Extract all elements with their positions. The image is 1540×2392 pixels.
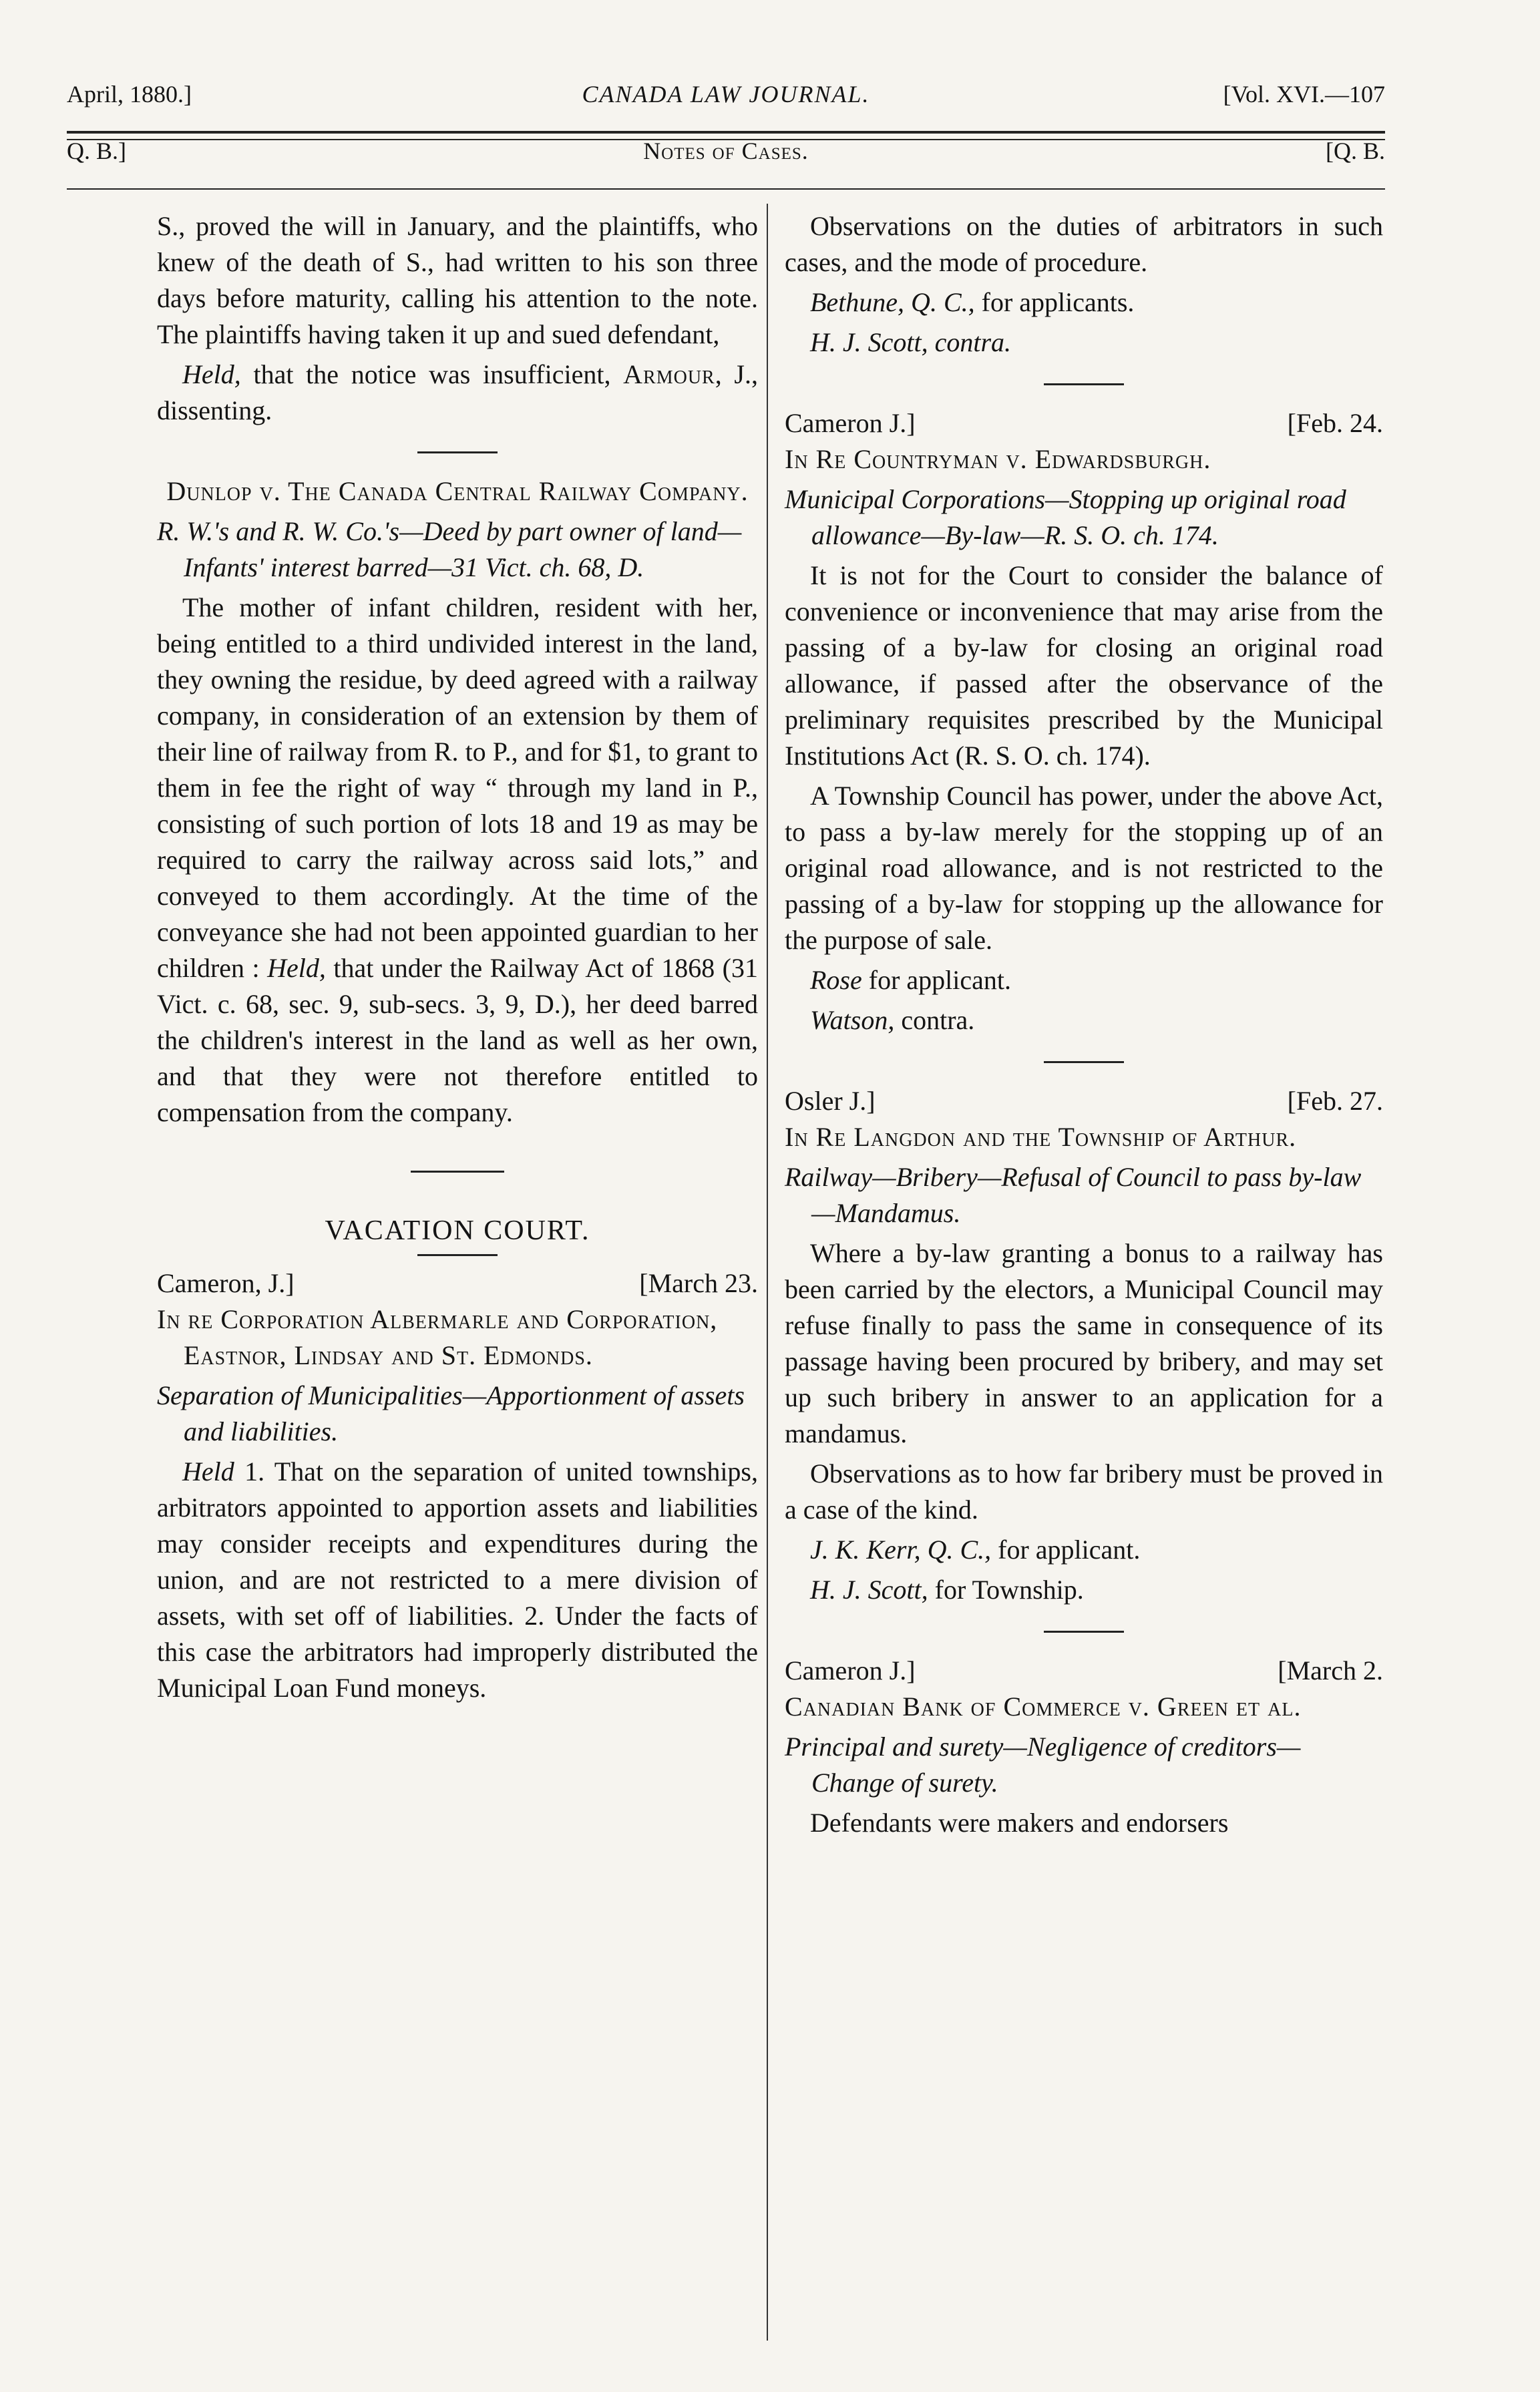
case-headnote: R. W.'s and R. W. Co.'s—Deed by part owner of land—Infants' interest barred—31 Vict. ch. 68, D. <box>157 516 742 582</box>
case-separator <box>1044 1061 1124 1063</box>
volume-page-number: [Vol. XVI.—107 <box>1223 81 1385 108</box>
counsel-line <box>785 284 1383 321</box>
counsel-line <box>785 1532 1383 1568</box>
section-head <box>67 137 1385 177</box>
counsel-line <box>785 1002 1383 1038</box>
case-separator <box>417 451 498 453</box>
running-head <box>67 80 1385 120</box>
judge: Cameron, J.] <box>157 1268 295 1298</box>
decision-date: [March 23. <box>639 1268 758 1298</box>
section-title: Notes of Cases. <box>643 138 809 164</box>
case-body: Defendants were makers and endorsers <box>810 1808 1229 1838</box>
court-left: Q. B.] <box>67 138 126 164</box>
judge-line <box>785 405 1383 441</box>
case-body: A Township Council has power, under the above Act, to pass a by-law merely for the stopping up of an original road allowance, and is not restricted to the passing of a by-law for stopping up the allowance for the purpose of sale. <box>785 781 1383 955</box>
judge: Osler J.] <box>785 1086 876 1116</box>
counsel-role: for applicants. <box>974 287 1135 317</box>
issue-date: April, 1880.] <box>67 81 192 108</box>
case-title: Canadian Bank of Commerce v. Green et al. <box>785 1691 1302 1722</box>
judge-name: Armour <box>623 359 715 389</box>
decision-date: [Feb. 24. <box>1287 408 1383 438</box>
case-headnote: Railway—Bribery—Refusal of Council to pass by-law—Mandamus. <box>785 1162 1362 1228</box>
counsel-line <box>785 962 1383 998</box>
judge: Cameron J.] <box>785 1655 916 1685</box>
case-title: In Re Countryman v. Edwardsburgh. <box>785 444 1211 474</box>
case-body-text: The mother of infant children, resident with her, being entitled to a third undivided interest in the land, they owning the residue, by deed agreed with a railway company, in consideration of an extension by them of their line of railway from R. to P., and for $1, to grant to them in fee the right of way “ through my land in P., consisting of such portion of lots 18 and 19 as may be required to carry the railway across said lots,” and conveyed to them accordingly. At the time of the conveyance she had not been appointed guardian to her children : <box>157 592 758 983</box>
case-headnote: Separation of Municipalities—Apportionment of assets and liabilities. <box>157 1380 745 1446</box>
counsel-name: Rose <box>810 965 862 995</box>
section-separator <box>411 1171 504 1173</box>
counsel-name: J. K. Kerr, Q. C., <box>810 1535 992 1565</box>
case-body: It is not for the Court to consider the balance of convenience or inconvenience that may arise from the passing of a by-law for closing an original road allowance, if passed after the observance of the preliminary requisites prescribed by the Municipal Institutions Act (R. S. O. ch. 174). <box>785 560 1383 771</box>
header-rule <box>67 188 1385 190</box>
held-label: Held <box>182 1456 234 1486</box>
case-body <box>157 590 758 1131</box>
counsel-role: for Township. <box>928 1575 1084 1605</box>
paragraph: Observations on the duties of arbitrators in such cases, and the mode of procedure. <box>785 211 1383 277</box>
counsel-role: for applicant. <box>861 965 1012 995</box>
judge-line <box>785 1653 1383 1689</box>
holding-text: that under the Railway Act of 1868 (31 Vict. c. 68, sec. 9, sub-secs. 3, 9, D.), her deed barred the children's interest in the land as well as her own, and that they were not therefore entitled to compensation from the company. <box>157 953 758 1127</box>
counsel-name: Watson, <box>810 1005 895 1035</box>
decision-date: [March 2. <box>1278 1655 1383 1685</box>
heading-separator <box>417 1254 498 1256</box>
held-label: Held, <box>267 953 326 983</box>
judge-line <box>785 1083 1383 1119</box>
case-title: In re Corporation Albermarle and Corporation, Eastnor, Lindsay and St. Edmonds. <box>157 1304 718 1370</box>
judge: Cameron J.] <box>785 408 916 438</box>
case-separator <box>1044 1631 1124 1633</box>
left-column <box>157 208 758 1710</box>
column-divider <box>767 204 768 2341</box>
counsel-role: contra. <box>894 1005 975 1035</box>
judge-line <box>157 1265 758 1302</box>
holding-text: that the notice was insufficient, <box>240 359 624 389</box>
case-body: Where a by-law granting a bonus to a railway has been carried by the electors, a Municipal Council may refuse finally to pass the same in consequence of its passage having been procured by bribery, and may set up such bribery in answer to an application for a mandamus. <box>785 1238 1383 1448</box>
case-body <box>157 1454 758 1706</box>
counsel-line: H. J. Scott, contra. <box>810 327 1012 357</box>
counsel-line <box>785 1572 1383 1608</box>
right-column <box>785 208 1383 1845</box>
case-headnote: Municipal Corporations—Stopping up original road allowance—By-law—R. S. O. ch. 174. <box>785 484 1346 550</box>
counsel-role: for applicant. <box>991 1535 1141 1565</box>
journal-title: CANADA LAW JOURNAL. <box>582 81 870 108</box>
case-body: Observations as to how far bribery must be proved in a case of the kind. <box>785 1458 1383 1525</box>
court-right: [Q. B. <box>1326 138 1385 164</box>
case-title: Dunlop v. The Canada Central Railway Company. <box>166 476 749 506</box>
paragraph: S., proved the will in January, and the plaintiffs, who knew of the death of S., had written to his son three days before maturity, calling his attention to the note. The plaintiffs having taken it up and sued defendant, <box>157 211 758 349</box>
counsel-name: H. J. Scott, <box>810 1575 928 1605</box>
court-heading: VACATION COURT. <box>325 1215 590 1246</box>
holding-paragraph <box>157 357 758 429</box>
held-label: Held, <box>182 359 241 389</box>
decision-date: [Feb. 27. <box>1287 1086 1383 1116</box>
holding-end: , J., dissenting. <box>157 359 758 425</box>
case-headnote: Principal and surety—Negligence of creditors—Change of surety. <box>785 1732 1301 1798</box>
case-title: In Re Langdon and the Township of Arthur. <box>785 1122 1297 1152</box>
case-separator <box>1044 383 1124 385</box>
case-body-text: 1. That on the separation of united townships, arbitrators appointed to apportion assets and liabilities may consider receipts and expenditures during the union, and are not restricted to a mere division of assets, with set off of liabilities. 2. Under the facts of this case the arbitrators had improperly distributed the Municipal Loan Fund moneys. <box>157 1456 758 1703</box>
counsel-name: Bethune, Q. C., <box>810 287 975 317</box>
